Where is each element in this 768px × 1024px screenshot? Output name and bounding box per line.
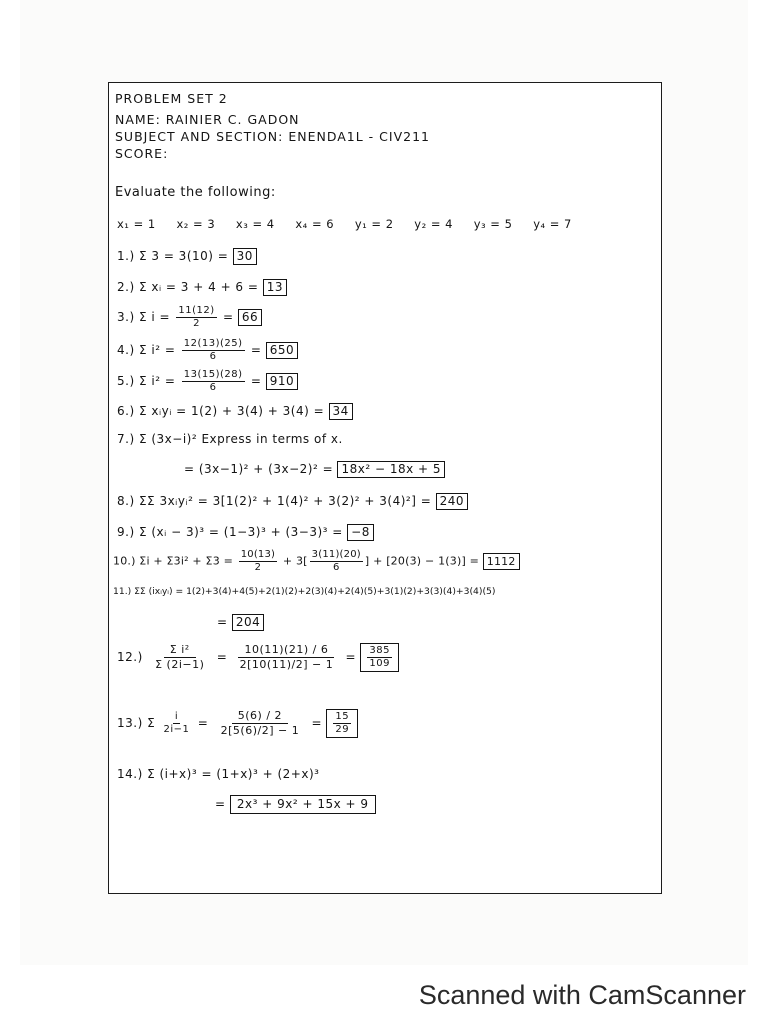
answer-box: 18x² − 18x + 5 bbox=[337, 461, 445, 478]
denominator: 2i−1 bbox=[163, 724, 190, 735]
fraction bbox=[215, 709, 306, 738]
equals-sign: = bbox=[311, 716, 323, 730]
problem-work-continued: = (3x−1)² + (3x−2)² = bbox=[184, 462, 334, 476]
numerator: i bbox=[174, 711, 179, 722]
denominator: 109 bbox=[369, 658, 391, 669]
fraction bbox=[239, 549, 277, 574]
problem-label: 11.) bbox=[113, 586, 132, 597]
numerator: 13(15)(28) bbox=[183, 369, 243, 380]
answer-box: 1112 bbox=[483, 553, 520, 570]
problem-11-continuation bbox=[217, 614, 264, 631]
problem-8 bbox=[117, 493, 468, 510]
problem-12 bbox=[117, 643, 399, 672]
fraction bbox=[182, 369, 245, 394]
answer-fraction bbox=[333, 711, 351, 736]
given-values: x₁ = 1 x₂ = 3 x₃ = 4 x₄ = 6 y₁ = 2 y₂ = 4 y₃ = 5 y₄ = 7 bbox=[117, 217, 572, 231]
problem-label: 10.) bbox=[113, 554, 136, 568]
answer-box: 30 bbox=[233, 248, 257, 265]
answer-fraction bbox=[367, 645, 392, 670]
problem-2 bbox=[117, 279, 287, 296]
problem-label: 5.) bbox=[117, 374, 135, 388]
problem-work: Σ bbox=[147, 716, 156, 730]
problem-label: 14.) bbox=[117, 767, 143, 781]
problem-work: Σ xᵢ = 3 + 4 + 6 = bbox=[138, 280, 259, 294]
problem-work-middle: + 3[ bbox=[282, 554, 308, 568]
answer-box: 650 bbox=[266, 342, 298, 359]
numerator: 385 bbox=[369, 645, 391, 656]
problem-6 bbox=[117, 403, 353, 420]
answer-box: 66 bbox=[238, 309, 262, 326]
answer-box: 240 bbox=[436, 493, 468, 510]
numerator: 11(12) bbox=[178, 305, 215, 316]
problem-work: Σi + Σ3i² + Σ3 = bbox=[139, 554, 233, 568]
denominator: Σ (2i−1) bbox=[155, 658, 205, 671]
problem-4 bbox=[117, 338, 298, 363]
problem-work: Σ i² = bbox=[138, 343, 176, 357]
denominator: 2 bbox=[254, 562, 262, 573]
problem-work: Σ (i+x)³ = (1+x)³ + (2+x)³ bbox=[147, 767, 320, 781]
problem-set-title: PROBLEM SET 2 bbox=[115, 91, 228, 106]
equals-sign: = bbox=[223, 310, 234, 324]
numerator: 3(11)(20) bbox=[311, 549, 361, 560]
problem-label: 13.) bbox=[117, 716, 143, 730]
fraction bbox=[310, 549, 363, 574]
fraction bbox=[234, 643, 340, 672]
problem-label: 2.) bbox=[117, 280, 135, 294]
problem-label: 6.) bbox=[117, 404, 135, 418]
denominator: 6 bbox=[209, 382, 217, 393]
problem-3 bbox=[117, 305, 262, 330]
fraction bbox=[162, 711, 192, 736]
scanner-watermark: Scanned with CamScanner bbox=[418, 980, 746, 1010]
instruction-text: Evaluate the following: bbox=[115, 185, 276, 200]
problem-label: 9.) bbox=[117, 525, 135, 539]
problem-7 bbox=[117, 432, 343, 446]
problem-work-continued: = bbox=[217, 615, 228, 629]
problem-work: ΣΣ 3xᵢyᵢ² = 3[1(2)² + 1(4)² + 3(2)² + 3(4)²] = bbox=[138, 494, 432, 508]
numerator: 15 bbox=[335, 711, 350, 722]
problem-label: 12.) bbox=[117, 650, 143, 664]
problem-work: Σ (xᵢ − 3)³ = (1−3)³ + (3−3)³ = bbox=[138, 525, 343, 539]
answer-box: 204 bbox=[232, 614, 264, 631]
problem-work-continued: = bbox=[215, 797, 226, 811]
answer-box: 2x³ + 9x² + 15x + 9 bbox=[230, 795, 376, 814]
score-label: SCORE: bbox=[115, 146, 169, 161]
problem-1 bbox=[117, 248, 257, 265]
answer-box bbox=[326, 709, 358, 738]
problem-13 bbox=[117, 709, 358, 738]
denominator: 2[10(11)/2] − 1 bbox=[239, 658, 334, 671]
problem-label: 8.) bbox=[117, 494, 135, 508]
answer-box: −8 bbox=[347, 524, 374, 541]
equals-sign: = bbox=[250, 343, 262, 357]
equals-sign: = bbox=[216, 650, 228, 664]
equals-sign: = bbox=[197, 716, 209, 730]
equals-sign: = bbox=[250, 374, 262, 388]
problem-label: 1.) bbox=[117, 249, 135, 263]
problem-work: Σ (3x−i)² Express in terms of x. bbox=[138, 432, 343, 446]
problem-5 bbox=[117, 369, 298, 394]
denominator: 2[5(6)/2] − 1 bbox=[220, 724, 300, 737]
problem-label: 4.) bbox=[117, 343, 135, 357]
fraction bbox=[149, 643, 210, 672]
problem-14 bbox=[117, 767, 319, 781]
answer-box: 910 bbox=[266, 373, 298, 390]
problem-label: 3.) bbox=[117, 310, 135, 324]
problem-work-tail: ] + [20(3) − 1(3)] = bbox=[364, 554, 480, 568]
numerator: 10(11)(21) / 6 bbox=[238, 643, 334, 658]
problem-14-continuation bbox=[215, 795, 376, 814]
numerator: 10(13) bbox=[240, 549, 276, 560]
problem-label: 7.) bbox=[117, 432, 135, 446]
problem-set-sheet bbox=[108, 82, 662, 894]
numerator: Σ i² bbox=[164, 643, 196, 658]
answer-box: 13 bbox=[263, 279, 287, 296]
problem-11 bbox=[113, 586, 495, 597]
subject-and-section: SUBJECT AND SECTION: ENENDA1L - CIV211 bbox=[115, 129, 430, 144]
numerator: 5(6) / 2 bbox=[232, 709, 288, 724]
denominator: 29 bbox=[335, 724, 350, 735]
problem-work: Σ 3 = 3(10) = bbox=[138, 249, 229, 263]
problem-work: ΣΣ (ixᵢyᵢ) = 1(2)+3(4)+4(5)+2(1)(2)+2(3)(4)+2(4)(5)+3(1)(2)+3(3)(4)+3(4)(5) bbox=[134, 586, 496, 597]
problem-work: Σ i² = bbox=[138, 374, 176, 388]
fraction bbox=[176, 305, 216, 330]
student-name: NAME: RAINIER C. GADON bbox=[115, 112, 300, 127]
problem-work: Σ xᵢyᵢ = 1(2) + 3(4) + 3(4) = bbox=[138, 404, 325, 418]
denominator: 6 bbox=[333, 562, 340, 573]
answer-box bbox=[360, 643, 399, 672]
denominator: 2 bbox=[193, 318, 200, 329]
numerator: 12(13)(25) bbox=[183, 338, 243, 349]
problem-7-continuation bbox=[184, 461, 445, 478]
answer-box: 34 bbox=[329, 403, 353, 420]
problem-10 bbox=[113, 549, 520, 574]
fraction bbox=[182, 338, 245, 363]
denominator: 6 bbox=[209, 351, 217, 362]
problem-9 bbox=[117, 524, 374, 541]
problem-work: Σ i = bbox=[138, 310, 171, 324]
equals-sign: = bbox=[345, 650, 357, 664]
